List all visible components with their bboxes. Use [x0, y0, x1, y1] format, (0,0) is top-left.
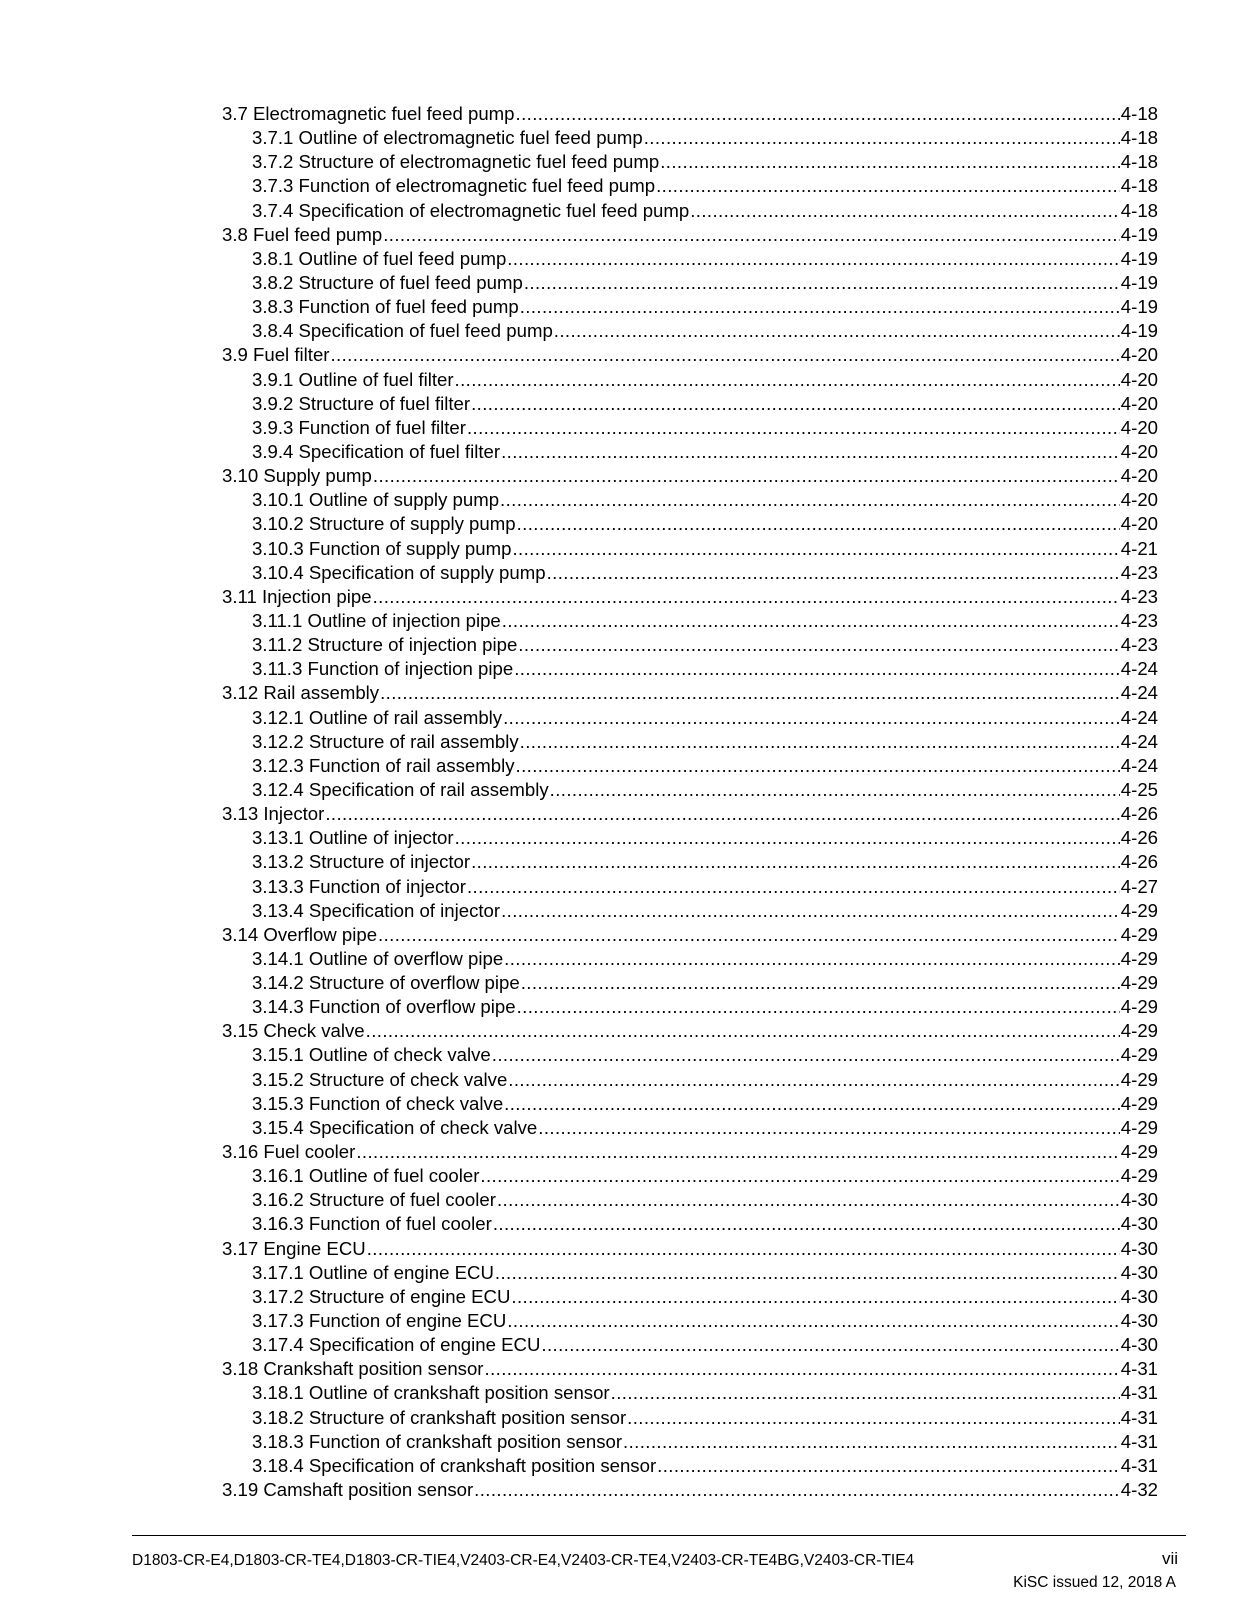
toc-entry[interactable]: [222, 392, 1158, 416]
toc-dot-leader: [611, 1381, 1120, 1405]
toc-entry-page: 4-18: [1120, 103, 1158, 124]
toc-entry-page: 4-30: [1120, 1261, 1158, 1283]
toc-entry-page: 4-31: [1120, 1454, 1158, 1476]
toc-entry[interactable]: [222, 247, 1158, 271]
footer-model-list: D1803-CR-E4,D1803-CR-TE4,D1803-CR-TIE4,V2403-CR-E4,V2403-CR-TE4,V2403-CR-TE4BG,V2403-CR-TIE4: [132, 1552, 915, 1569]
toc-dot-leader: [516, 102, 1120, 126]
toc-entry[interactable]: [222, 1068, 1158, 1092]
toc-dot-leader: [514, 657, 1120, 681]
toc-dot-leader: [367, 1237, 1120, 1261]
toc-entry-title: 3.12.4 Specification of rail assembly: [252, 778, 549, 800]
toc-entry[interactable]: [222, 1430, 1158, 1454]
toc-entry-page: 4-23: [1120, 609, 1158, 631]
toc-entry-title: 3.15.3 Function of check valve: [252, 1092, 504, 1114]
toc-entry-page: 4-24: [1120, 754, 1158, 776]
toc-entry-title: 3.8 Fuel feed pump: [222, 223, 383, 245]
toc-entry[interactable]: [222, 174, 1158, 198]
toc-entry[interactable]: [222, 1043, 1158, 1067]
toc-dot-leader: [517, 995, 1120, 1019]
footer-issue-info: KiSC issued 12, 2018 A: [1013, 1574, 1176, 1591]
toc-dot-leader: [325, 802, 1119, 826]
toc-entry[interactable]: [222, 1333, 1158, 1357]
toc-entry-title: 3.14.1 Outline of overflow pipe: [252, 947, 504, 969]
toc-entry[interactable]: [222, 488, 1158, 512]
toc-dot-leader: [520, 295, 1120, 319]
toc-entry-title: 3.15.2 Structure of check valve: [252, 1068, 508, 1090]
toc-dot-leader: [554, 319, 1120, 343]
toc-entry[interactable]: [222, 1454, 1158, 1478]
toc-entry-title: 3.13.2 Structure of injector: [252, 851, 471, 873]
toc-entry-title: 3.17.2 Structure of engine ECU: [252, 1285, 511, 1307]
toc-entry-title: 3.17.1 Outline of engine ECU: [252, 1261, 494, 1283]
toc-entry[interactable]: [222, 778, 1158, 802]
toc-entry-page: 4-29: [1120, 1068, 1158, 1090]
toc-entry-page: 4-20: [1120, 465, 1158, 487]
toc-entry-page: 4-20: [1120, 368, 1158, 390]
toc-entry-page: 4-19: [1120, 271, 1158, 293]
toc-entry-page: 4-29: [1120, 1044, 1158, 1066]
toc-entry-title: 3.10 Supply pump: [222, 465, 372, 487]
toc-entry-title: 3.11.2 Structure of injection pipe: [252, 634, 518, 656]
toc-entry[interactable]: [222, 899, 1158, 923]
toc-entry-title: 3.17.4 Specification of engine ECU: [252, 1334, 541, 1356]
toc-dot-leader: [690, 199, 1120, 223]
toc-dot-leader: [471, 850, 1120, 874]
toc-entry-page: 4-20: [1120, 489, 1158, 511]
toc-entry-title: 3.17 Engine ECU: [222, 1237, 366, 1259]
toc-entry[interactable]: [222, 633, 1158, 657]
toc-entry[interactable]: [222, 464, 1158, 488]
toc-entry-page: 4-30: [1120, 1213, 1158, 1235]
toc-dot-leader: [471, 392, 1120, 416]
toc-entry-page: 4-20: [1120, 344, 1158, 366]
toc-entry-title: 3.16.1 Outline of fuel cooler: [252, 1165, 480, 1187]
toc-entry[interactable]: [222, 995, 1158, 1019]
toc-entry-title: 3.7.4 Specification of electromagnetic fuel feed pump: [252, 199, 690, 221]
toc-entry[interactable]: [222, 416, 1158, 440]
toc-entry-page: 4-18: [1120, 175, 1158, 197]
toc-dot-leader: [660, 150, 1120, 174]
toc-entry-title: 3.13.4 Specification of injector: [252, 899, 501, 921]
toc-entry-title: 3.16.3 Function of fuel cooler: [252, 1213, 492, 1235]
toc-entry-page: 4-29: [1120, 947, 1158, 969]
toc-entry-page: 4-30: [1120, 1285, 1158, 1307]
toc-dot-leader: [330, 343, 1119, 367]
toc-entry-page: 4-20: [1120, 513, 1158, 535]
toc-entry[interactable]: [222, 271, 1158, 295]
toc-entry[interactable]: [222, 1357, 1158, 1381]
toc-entry-title: 3.13 Injector: [222, 803, 325, 825]
toc-dot-leader: [497, 1188, 1120, 1212]
toc-entry-title: 3.10.4 Specification of supply pump: [252, 561, 546, 583]
toc-dot-leader: [501, 440, 1120, 464]
toc-dot-leader: [512, 537, 1119, 561]
toc-entry-title: 3.11.1 Outline of injection pipe: [252, 609, 501, 631]
toc-entry-title: 3.18.3 Function of crankshaft position sensor: [252, 1430, 623, 1452]
toc-dot-leader: [378, 923, 1120, 947]
toc-entry-title: 3.14.3 Function of overflow pipe: [252, 996, 516, 1018]
toc-entry-title: 3.10.1 Outline of supply pump: [252, 489, 500, 511]
toc-dot-leader: [493, 1212, 1120, 1236]
toc-entry-title: 3.15.4 Specification of check valve: [252, 1116, 538, 1138]
toc-entry-title: 3.11.3 Function of injection pipe: [252, 658, 514, 680]
toc-entry-page: 4-23: [1120, 561, 1158, 583]
toc-dot-leader: [538, 1116, 1120, 1140]
toc-entry-page: 4-29: [1120, 1020, 1158, 1042]
toc-entry-page: 4-24: [1120, 730, 1158, 752]
toc-dot-leader: [500, 488, 1120, 512]
toc-entry[interactable]: [222, 199, 1158, 223]
toc-entry-page: 4-19: [1120, 223, 1158, 245]
toc-entry[interactable]: [222, 585, 1158, 609]
footer-divider: [132, 1535, 1186, 1536]
toc-entry-page: 4-21: [1120, 537, 1158, 559]
toc-entry[interactable]: [222, 681, 1158, 705]
toc-entry-title: 3.18.2 Structure of crankshaft position sensor: [252, 1406, 627, 1428]
toc-entry-page: 4-29: [1120, 1141, 1158, 1163]
toc-entry-title: 3.9.1 Outline of fuel filter: [252, 368, 454, 390]
toc-entry-title: 3.17.3 Function of engine ECU: [252, 1310, 507, 1332]
toc-dot-leader: [366, 1019, 1120, 1043]
toc-entry-page: 4-18: [1120, 199, 1158, 221]
toc-entry[interactable]: [222, 1285, 1158, 1309]
toc-entry[interactable]: [222, 850, 1158, 874]
toc-dot-leader: [547, 561, 1120, 585]
toc-dot-leader: [517, 512, 1120, 536]
toc-entry-title: 3.12 Rail assembly: [222, 682, 380, 704]
toc-entry-title: 3.16.2 Structure of fuel cooler: [252, 1189, 496, 1211]
toc-entry[interactable]: [222, 1406, 1158, 1430]
toc-entry-title: 3.15 Check valve: [222, 1020, 365, 1042]
toc-entry-title: 3.8.3 Function of fuel feed pump: [252, 296, 519, 318]
toc-dot-leader: [623, 1430, 1120, 1454]
toc-dot-leader: [467, 416, 1120, 440]
toc-entry-page: 4-26: [1120, 803, 1158, 825]
toc-entry-page: 4-25: [1120, 778, 1158, 800]
toc-entry[interactable]: [222, 1261, 1158, 1285]
toc-entry-title: 3.7.2 Structure of electromagnetic fuel feed pump: [252, 151, 660, 173]
toc-entry[interactable]: [222, 1381, 1158, 1405]
toc-dot-leader: [504, 947, 1120, 971]
toc-entry[interactable]: [222, 875, 1158, 899]
toc-entry-title: 3.18.4 Specification of crankshaft position sensor: [252, 1454, 657, 1476]
toc-dot-leader: [511, 1285, 1119, 1309]
toc-entry-page: 4-20: [1120, 440, 1158, 462]
toc-entry-page: 4-30: [1120, 1334, 1158, 1356]
toc-entry[interactable]: [222, 1309, 1158, 1333]
toc-entry-title: 3.8.1 Outline of fuel feed pump: [252, 247, 507, 269]
toc-entry-title: 3.19 Camshaft position sensor: [222, 1479, 474, 1501]
toc-dot-leader: [480, 1164, 1119, 1188]
toc-entry-title: 3.7.1 Outline of electromagnetic fuel feed pump: [252, 127, 643, 149]
toc-entry[interactable]: [222, 923, 1158, 947]
toc-dot-leader: [485, 1357, 1120, 1381]
toc-entry-page: 4-31: [1120, 1406, 1158, 1428]
toc-entry[interactable]: [222, 440, 1158, 464]
toc-dot-leader: [508, 1068, 1119, 1092]
footer-page-number: vii: [1161, 1549, 1178, 1568]
toc-dot-leader: [503, 706, 1120, 730]
toc-dot-leader: [644, 126, 1120, 150]
toc-dot-leader: [507, 1309, 1120, 1333]
toc-dot-leader: [474, 1478, 1120, 1502]
toc-entry[interactable]: [222, 561, 1158, 585]
toc-entry-page: 4-31: [1120, 1358, 1158, 1380]
toc-dot-leader: [521, 971, 1120, 995]
toc-entry-page: 4-30: [1120, 1189, 1158, 1211]
toc-entry-title: 3.15.1 Outline of check valve: [252, 1044, 491, 1066]
toc-entry-page: 4-24: [1120, 658, 1158, 680]
toc-entry-page: 4-29: [1120, 972, 1158, 994]
toc-dot-leader: [550, 778, 1120, 802]
toc-entry[interactable]: [222, 1188, 1158, 1212]
toc-dot-leader: [507, 247, 1119, 271]
toc-entry-title: 3.7.3 Function of electromagnetic fuel feed pump: [252, 175, 656, 197]
toc-entry-page: 4-30: [1120, 1237, 1158, 1259]
table-of-contents: [222, 102, 1158, 1502]
toc-dot-leader: [373, 464, 1120, 488]
toc-dot-leader: [516, 754, 1120, 778]
toc-entry-title: 3.12.3 Function of rail assembly: [252, 754, 515, 776]
toc-entry[interactable]: [222, 730, 1158, 754]
toc-dot-leader: [501, 899, 1120, 923]
toc-entry-page: 4-31: [1120, 1430, 1158, 1452]
toc-entry-title: 3.10.2 Structure of supply pump: [252, 513, 516, 535]
toc-entry-page: 4-19: [1120, 247, 1158, 269]
toc-dot-leader: [492, 1043, 1120, 1067]
toc-entry-page: 4-27: [1120, 875, 1158, 897]
toc-entry[interactable]: [222, 802, 1158, 826]
toc-entry-page: 4-19: [1120, 320, 1158, 342]
toc-entry-page: 4-30: [1120, 1310, 1158, 1332]
toc-entry[interactable]: [222, 754, 1158, 778]
toc-entry-page: 4-31: [1120, 1382, 1158, 1404]
toc-entry[interactable]: [222, 223, 1158, 247]
toc-entry[interactable]: [222, 343, 1158, 367]
toc-entry[interactable]: [222, 1478, 1158, 1502]
toc-dot-leader: [502, 609, 1120, 633]
toc-dot-leader: [627, 1406, 1120, 1430]
toc-entry-page: 4-29: [1120, 1116, 1158, 1138]
toc-dot-leader: [518, 633, 1119, 657]
toc-entry-page: 4-23: [1120, 585, 1158, 607]
toc-entry[interactable]: [222, 319, 1158, 343]
toc-entry-title: 3.14.2 Structure of overflow pipe: [252, 972, 520, 994]
toc-dot-leader: [524, 271, 1120, 295]
toc-entry[interactable]: [222, 1019, 1158, 1043]
toc-entry-page: 4-18: [1120, 127, 1158, 149]
toc-entry-title: 3.12.1 Outline of rail assembly: [252, 706, 503, 728]
toc-entry-page: 4-26: [1120, 827, 1158, 849]
toc-entry-title: 3.9 Fuel filter: [222, 344, 330, 366]
toc-entry-page: 4-24: [1120, 706, 1158, 728]
toc-entry[interactable]: [222, 1140, 1158, 1164]
toc-dot-leader: [520, 730, 1120, 754]
toc-entry[interactable]: [222, 150, 1158, 174]
toc-dot-leader: [356, 1140, 1119, 1164]
toc-entry[interactable]: [222, 971, 1158, 995]
toc-entry-page: 4-29: [1120, 923, 1158, 945]
toc-entry-page: 4-29: [1120, 899, 1158, 921]
toc-entry[interactable]: [222, 102, 1158, 126]
toc-entry-title: 3.7 Electromagnetic fuel feed pump: [222, 103, 515, 124]
toc-entry-title: 3.12.2 Structure of rail assembly: [252, 730, 519, 752]
toc-entry-page: 4-18: [1120, 151, 1158, 173]
toc-dot-leader: [467, 875, 1120, 899]
toc-entry-title: 3.8.2 Structure of fuel feed pump: [252, 271, 523, 293]
toc-entry[interactable]: [222, 512, 1158, 536]
toc-entry[interactable]: [222, 609, 1158, 633]
toc-entry-title: 3.10.3 Function of supply pump: [252, 537, 512, 559]
toc-entry[interactable]: [222, 295, 1158, 319]
toc-entry[interactable]: [222, 1092, 1158, 1116]
toc-entry-page: 4-20: [1120, 392, 1158, 414]
toc-dot-leader: [495, 1261, 1120, 1285]
toc-entry-title: 3.9.4 Specification of fuel filter: [252, 440, 501, 462]
toc-dot-leader: [656, 174, 1120, 198]
toc-entry[interactable]: [222, 537, 1158, 561]
toc-entry-title: 3.9.3 Function of fuel filter: [252, 416, 466, 438]
toc-entry-page: 4-29: [1120, 1165, 1158, 1187]
toc-entry[interactable]: [222, 126, 1158, 150]
toc-dot-leader: [504, 1092, 1120, 1116]
toc-entry-page: 4-29: [1120, 1092, 1158, 1114]
toc-entry-title: 3.18 Crankshaft position sensor: [222, 1358, 484, 1380]
toc-entry-title: 3.14 Overflow pipe: [222, 923, 378, 945]
toc-entry-title: 3.8.4 Specification of fuel feed pump: [252, 320, 553, 342]
toc-entry[interactable]: [222, 1116, 1158, 1140]
toc-entry-title: 3.18.1 Outline of crankshaft position sensor: [252, 1382, 610, 1404]
toc-dot-leader: [373, 585, 1120, 609]
toc-dot-leader: [541, 1333, 1119, 1357]
toc-entry[interactable]: [222, 1212, 1158, 1236]
toc-entry[interactable]: [222, 947, 1158, 971]
toc-dot-leader: [455, 368, 1120, 392]
toc-entry-page: 4-20: [1120, 416, 1158, 438]
toc-entry[interactable]: [222, 1164, 1158, 1188]
toc-entry-page: 4-19: [1120, 296, 1158, 318]
toc-entry-title: 3.9.2 Structure of fuel filter: [252, 392, 471, 414]
toc-dot-leader: [455, 826, 1120, 850]
toc-entry-page: 4-29: [1120, 996, 1158, 1018]
toc-entry-title: 3.13.3 Function of injector: [252, 875, 466, 897]
toc-entry-page: 4-32: [1120, 1479, 1158, 1501]
toc-entry[interactable]: [222, 826, 1158, 850]
toc-dot-leader: [383, 223, 1120, 247]
toc-entry-title: 3.16 Fuel cooler: [222, 1141, 356, 1163]
toc-entry-title: 3.11 Injection pipe: [222, 585, 372, 607]
toc-dot-leader: [380, 681, 1120, 705]
toc-entry[interactable]: [222, 368, 1158, 392]
toc-dot-leader: [657, 1454, 1120, 1478]
toc-entry[interactable]: [222, 657, 1158, 681]
toc-entry-page: 4-23: [1120, 634, 1158, 656]
toc-entry[interactable]: [222, 706, 1158, 730]
toc-entry-page: 4-24: [1120, 682, 1158, 704]
toc-entry-title: 3.13.1 Outline of injector: [252, 827, 454, 849]
toc-entry-page: 4-26: [1120, 851, 1158, 873]
toc-entry[interactable]: [222, 1237, 1158, 1261]
